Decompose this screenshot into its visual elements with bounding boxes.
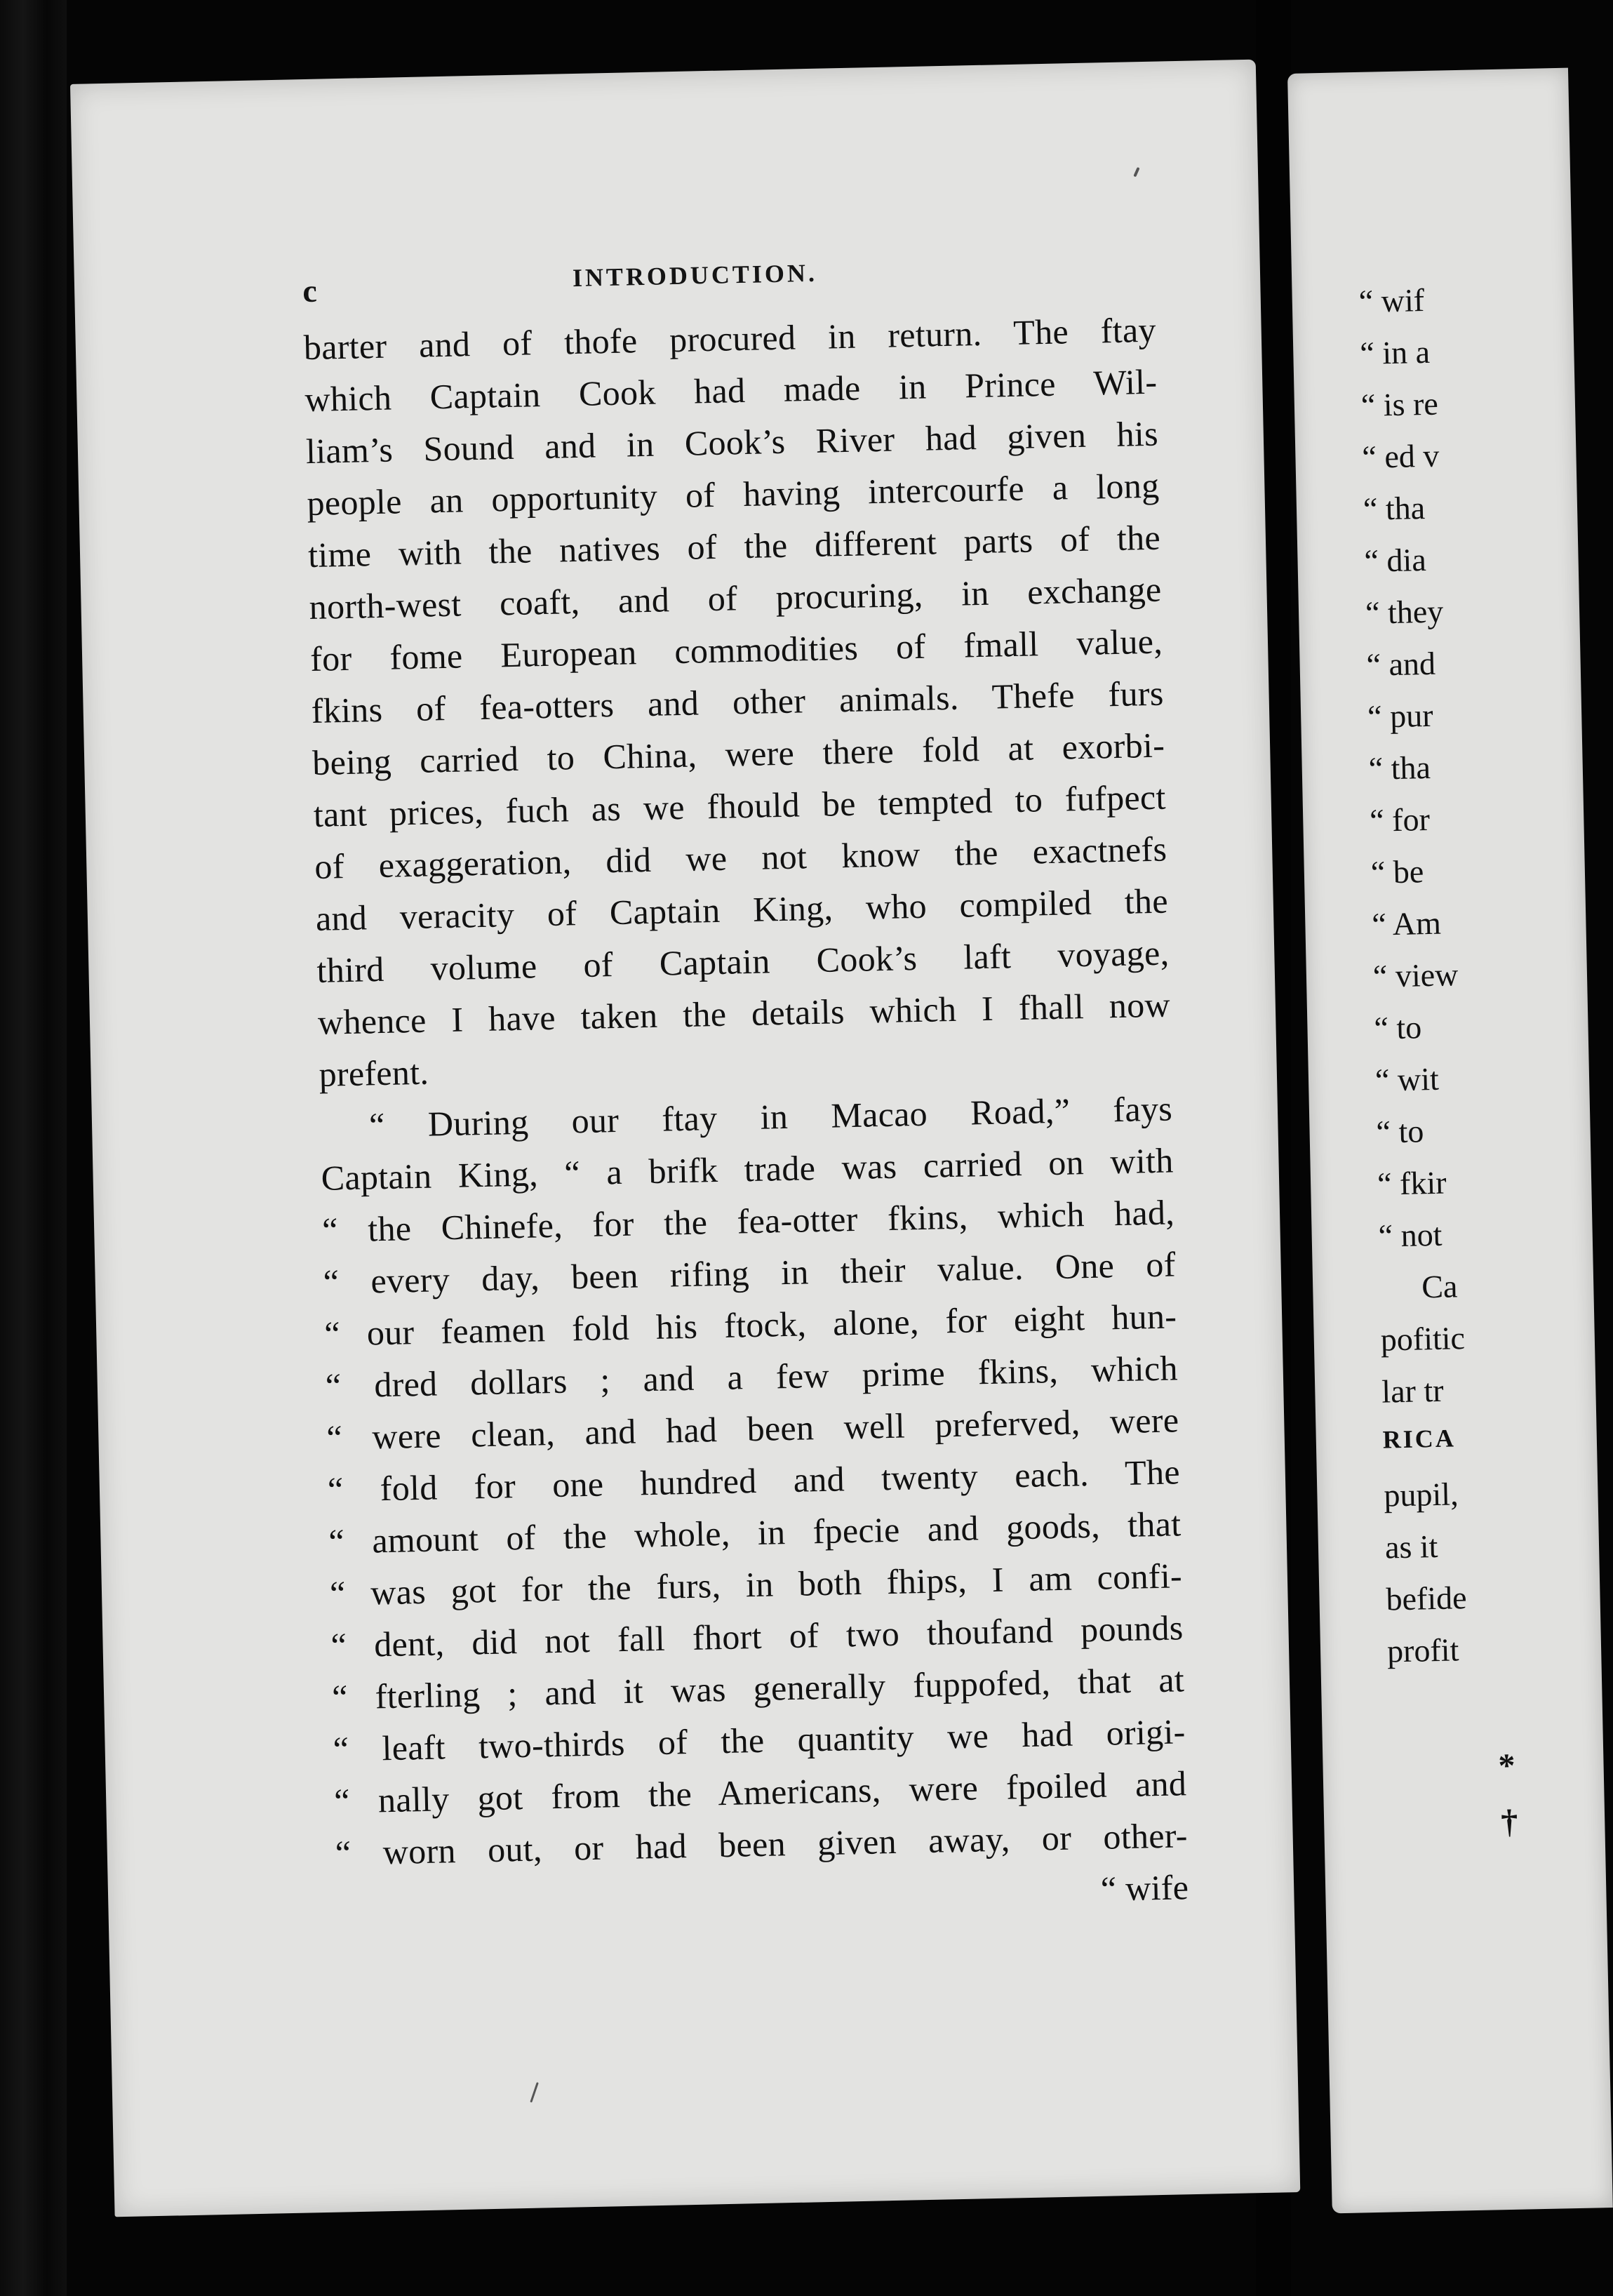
text-line: “ ed v (1361, 437, 1440, 475)
text-line: “ tha (1368, 749, 1431, 787)
text-line: “ the Chinefe, for the fea-otter fkins, which had, (321, 1192, 1175, 1250)
text-line: “ dent, did not fall fhort of two thoufand pounds (330, 1608, 1184, 1665)
text-line: “ leaft two-thirds of the quantity we had origi- (333, 1711, 1186, 1769)
text-line: pofitic (1380, 1320, 1466, 1358)
paper-speck (530, 2082, 539, 2102)
text-line: for fome European commodities of fmall value, (309, 621, 1163, 679)
text-line: “ amount of the whole, in fpecie and goods, that (328, 1504, 1182, 1561)
text-line: Captain King, “ a brifk trade was carried on with (321, 1140, 1174, 1198)
text-line: of exaggeration, did we not know the exactnefs (314, 829, 1167, 886)
text-line: “ they (1365, 593, 1444, 631)
catchword: “ wife (1100, 1867, 1189, 1909)
text-line: “ is re (1360, 385, 1439, 423)
text-line: “ During our ftay in Macao Road,” fays (368, 1088, 1173, 1145)
text-line: “ every day, been rifing in their value. One of (323, 1244, 1177, 1302)
text-line: “ our feamen fold his ftock, alone, for eight hun- (323, 1296, 1177, 1354)
page-number: c (302, 272, 318, 309)
book-edge (0, 0, 67, 2296)
footnote-mark: † (1500, 1803, 1518, 1841)
text-line: time with the natives of the different parts of the (307, 517, 1161, 575)
text-line: “ worn out, or had been given away, or other- (335, 1815, 1189, 1873)
body-text (303, 304, 1189, 1931)
text-line: “ for (1369, 801, 1431, 839)
text-line: fkins of fea-otters and other animals. Thefe furs (311, 673, 1165, 730)
text-line: “ wit (1374, 1060, 1440, 1098)
text-line: befide (1386, 1580, 1468, 1617)
text-line: “ pur (1367, 697, 1433, 735)
text-line: “ view (1372, 956, 1459, 994)
text-line: “ not (1378, 1216, 1443, 1254)
left-page (70, 60, 1300, 2217)
text-line: third volume of Captain Cook’s laft voyage, (316, 933, 1170, 990)
text-line: “ fold for one hundred and twenty each. The (327, 1452, 1181, 1509)
text-line: as it (1384, 1528, 1438, 1566)
text-line: “ tha (1363, 490, 1426, 527)
text-line: Ca (1421, 1268, 1458, 1305)
text-line: “ fkir (1377, 1164, 1447, 1202)
text-line: tant prices, fuch as we fhould be tempted to fufpect (313, 777, 1167, 834)
text-line: being carried to China, were there fold at exorbi- (312, 725, 1165, 782)
text-line: people an opportunity of having intercourfe a long (306, 465, 1160, 523)
text-line: north-west coaft, and of procuring, in exchange (309, 569, 1162, 627)
text-line: prefent. (319, 1052, 429, 1094)
text-line: “ fterling ; and it was generally fuppofed, that at (331, 1660, 1185, 1717)
text-line: lar tr (1381, 1372, 1445, 1410)
paper-speck (1133, 167, 1139, 177)
text-line: profit (1386, 1631, 1459, 1669)
text-line: pupil, (1383, 1476, 1459, 1514)
footnote-mark: * (1498, 1747, 1516, 1785)
text-line: “ were clean, and had been well preferved, were (326, 1400, 1179, 1457)
text-line: “ dia (1364, 542, 1427, 579)
text-line: “ Am (1371, 905, 1442, 942)
text-line: RICA (1382, 1424, 1457, 1454)
text-line: “ be (1370, 853, 1424, 890)
running-head: INTRODUCTION. (572, 258, 818, 293)
text-line: “ to (1373, 1009, 1422, 1046)
text-line: “ and (1366, 645, 1436, 683)
text-line: which Captain Cook had made in Prince Wil- (304, 361, 1158, 420)
text-line: whence I have taken the details which I fhall now (317, 985, 1171, 1042)
text-line: and veracity of Captain King, who compiled the (315, 881, 1169, 938)
right-page (1287, 68, 1613, 2214)
text-line: “ dred dollars ; and a few prime fkins, which (325, 1348, 1179, 1406)
text-line: “ nally got from the Americans, were fpoiled and (333, 1763, 1187, 1821)
text-line: liam’s Sound and in Cook’s River had given his (305, 413, 1159, 472)
text-line: “ wif (1358, 281, 1425, 319)
text-line: barter and of thofe procured in return. The ftay (303, 309, 1157, 368)
text-line: “ to (1376, 1113, 1424, 1150)
text-line: “ was got for the furs, in both fhips, I am confi- (329, 1556, 1183, 1613)
text-line: “ in a (1359, 333, 1431, 371)
